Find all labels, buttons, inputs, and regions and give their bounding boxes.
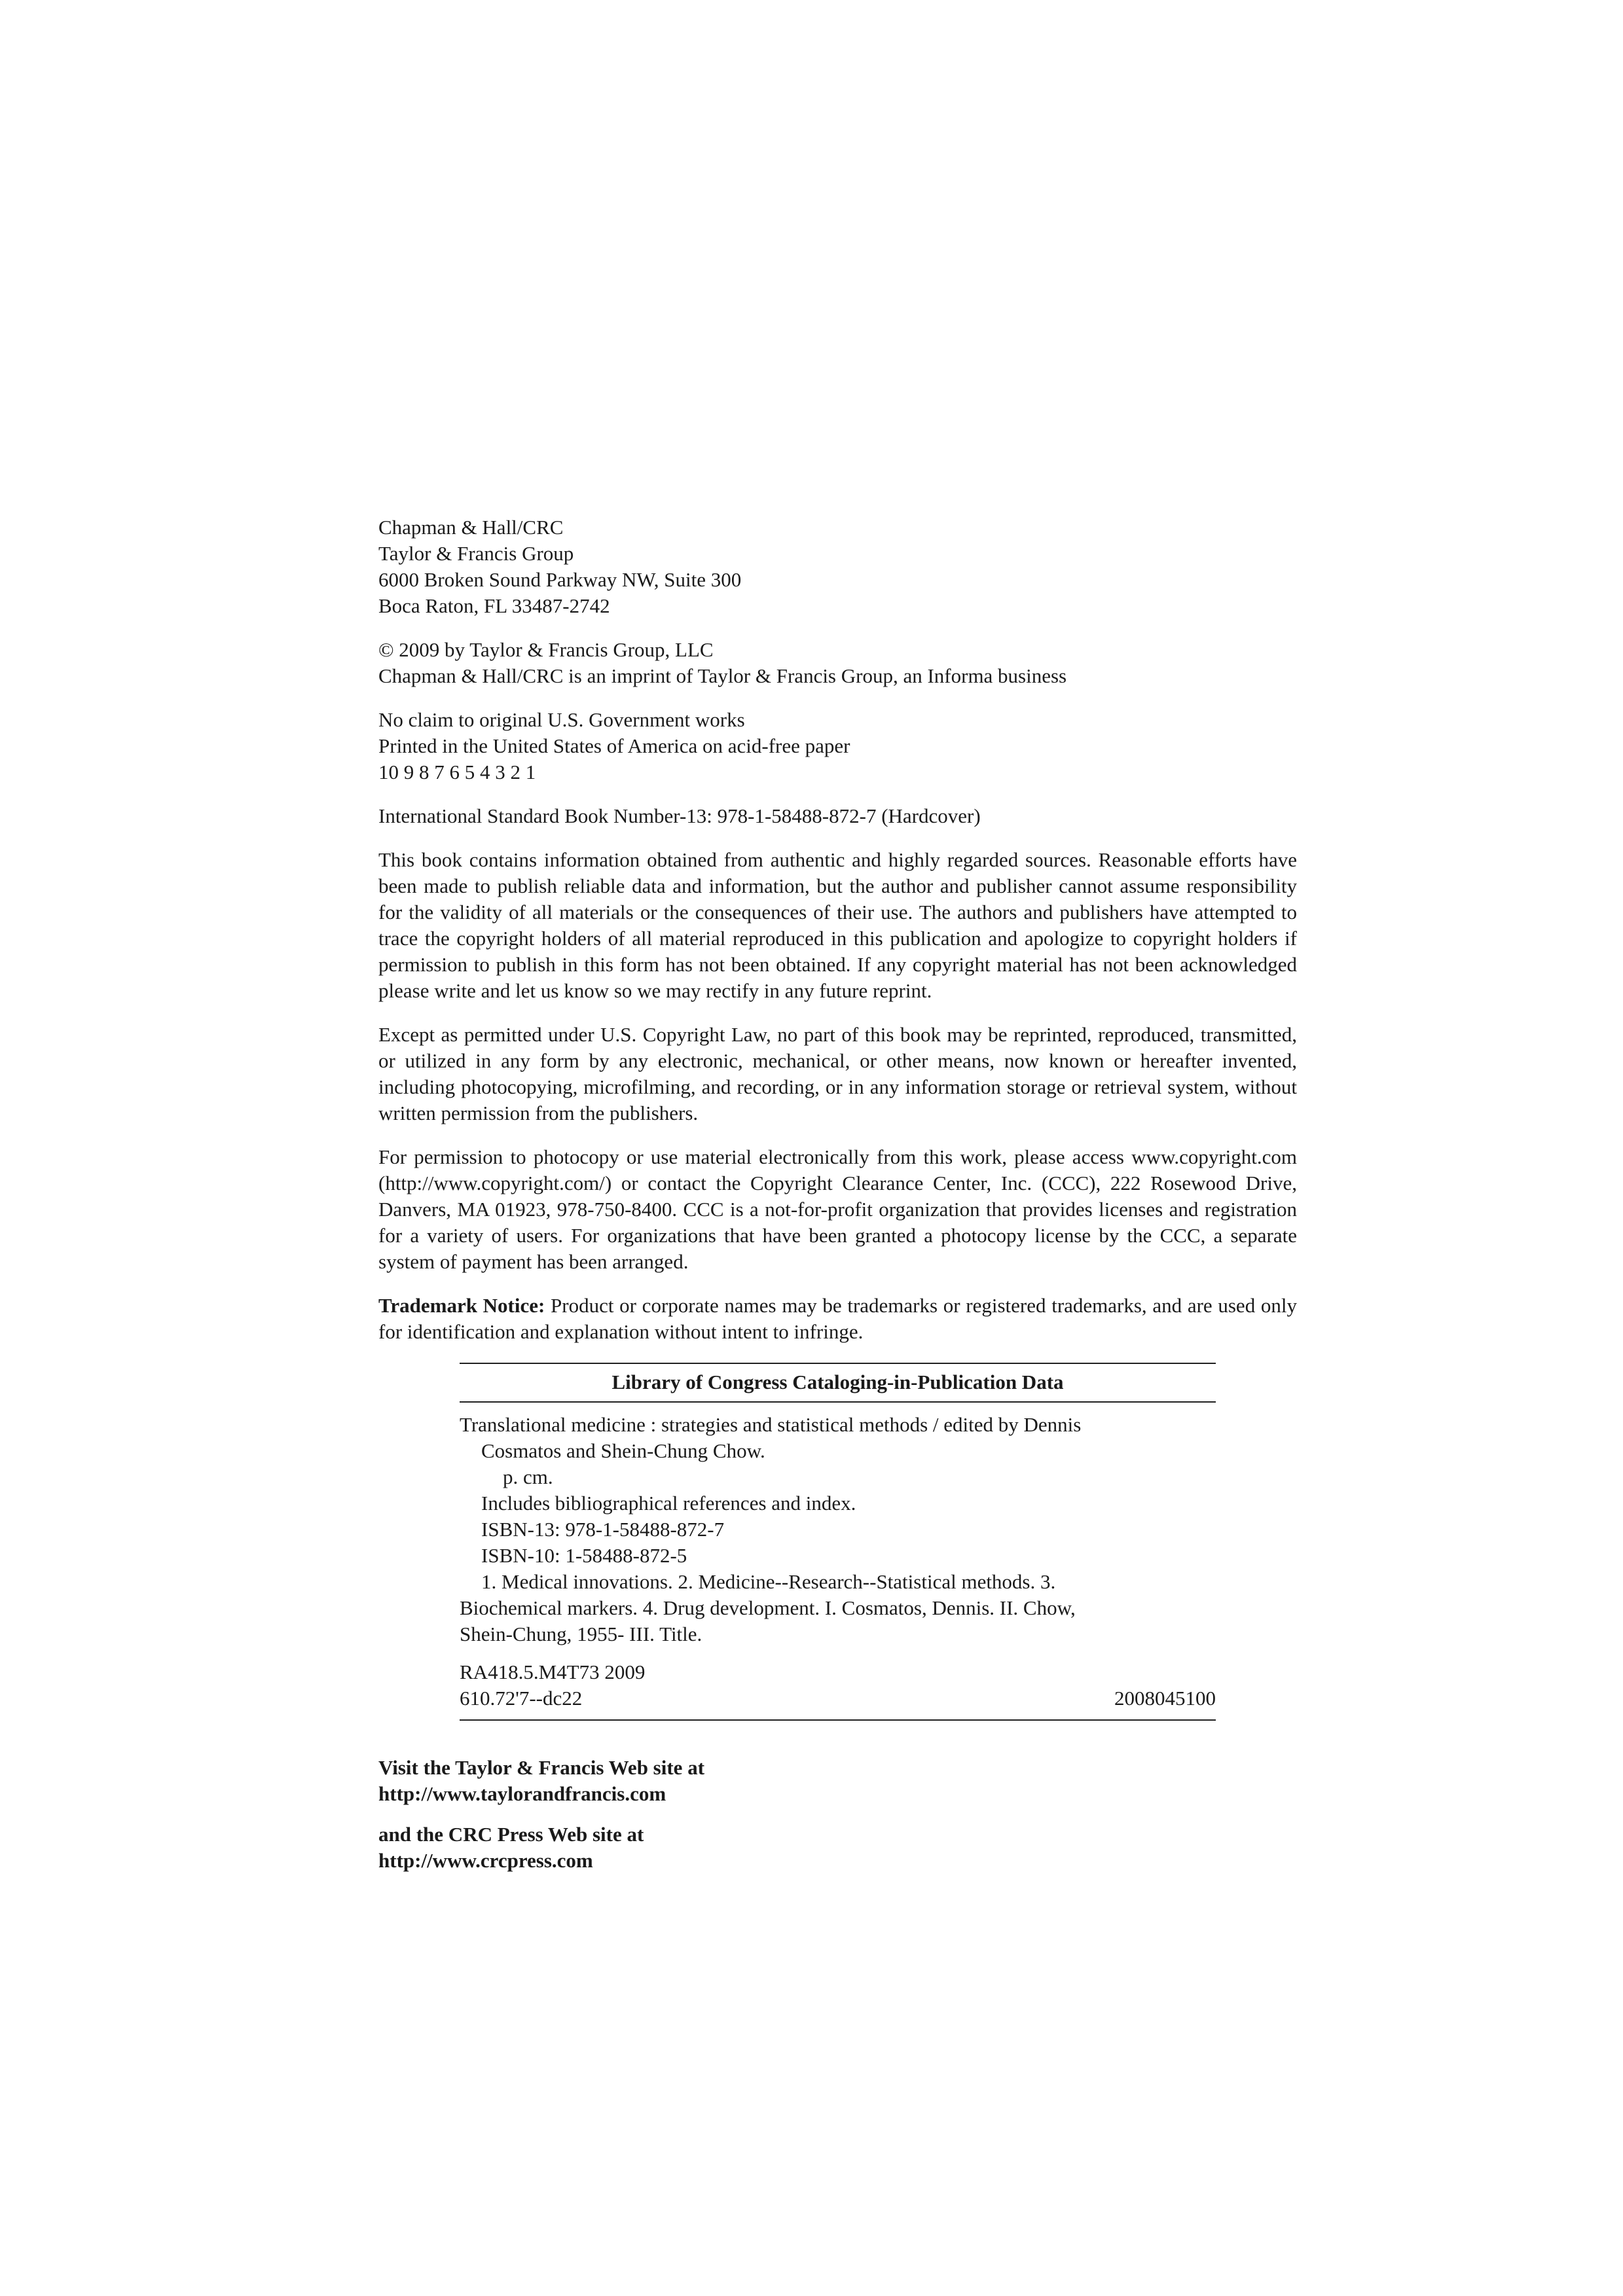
permission-paragraph: For permission to photocopy or use material electronically from this work, please access www.copyright.com (http://www.copyright.com/) or contact the Copyright Clearance Center, Inc. (CCC), 222 Rosewood Drive, Danvers, MA 01923, 978-750-8400. CCC is a not-for-profit organization that provides licenses and registration for a variety of users. For organizations that have been granted a photocopy license by the CCC, a separate system of payment has been arranged. <box>378 1145 1297 1273</box>
cip-dewey: 610.72'7--dc22 <box>460 1687 583 1710</box>
cip-isbn10: ISBN-10: 1-58488-872-5 <box>481 1544 687 1567</box>
trademark-label: Trademark Notice: <box>378 1294 545 1317</box>
imprint-line: Chapman & Hall/CRC is an imprint of Taylor & Francis Group, an Informa business <box>378 664 1067 687</box>
cip-class-row <box>460 1685 1216 1712</box>
cip-lc-class: RA418.5.M4T73 2009 <box>460 1660 646 1683</box>
publisher-address <box>378 514 1297 619</box>
disclaimer-paragraph: This book contains information obtained from authentic and highly regarded sources. Reasonable efforts have been made to publish reliable data and information, but the author and publisher cannot assume responsibility for the validity of all materials or the consequences of their use. The authors and publishers have attempted to trace the copyright holders of all material reproduced in this publication and apologize to copyright holders if permission to publish in this form has not been obtained. If any copyright material has not been acknowledged please write and let us know so we may rectify in any future reprint. <box>378 848 1297 1002</box>
publisher-group: Taylor & Francis Group <box>378 542 574 565</box>
trademark-paragraph <box>378 1293 1297 1345</box>
isbn-line: International Standard Book Number-13: 978-1-58488-872-7 (Hardcover) <box>378 804 981 827</box>
cip-header: Library of Congress Cataloging-in-Publication Data <box>460 1364 1216 1403</box>
printed-in-line: Printed in the United States of America on acid-free paper <box>378 734 850 757</box>
trademark-text: Product or corporate names may be trademarks or registered trademarks, and are used only for identification and explanation without intent to infringe. <box>378 1294 1298 1343</box>
crc-web-site <box>378 1821 1297 1874</box>
cip-title-line1: Translational medicine : strategies and statistical methods / edited by Dennis <box>460 1413 1082 1436</box>
cip-spacer <box>460 1647 1216 1659</box>
cip-pcm: p. cm. <box>503 1465 553 1488</box>
cip-isbn13: ISBN-13: 978-1-58488-872-7 <box>481 1518 725 1541</box>
tf-web-site <box>378 1755 1297 1807</box>
publisher-address-line2: Boca Raton, FL 33487-2742 <box>378 594 610 617</box>
cip-subjects-line1: 1. Medical innovations. 2. Medicine--Research--Statistical methods. 3. <box>481 1570 1056 1593</box>
cip-block <box>460 1363 1216 1721</box>
printing-info <box>378 707 1297 785</box>
cip-lccn: 2008045100 <box>1114 1687 1216 1710</box>
copyright-page <box>378 514 1297 1888</box>
printing-number-line: 10 9 8 7 6 5 4 3 2 1 <box>378 761 536 783</box>
cip-includes: Includes bibliographical references and index. <box>481 1492 856 1515</box>
cip-subjects-line2: Biochemical markers. 4. Drug development. I. Cosmatos, Dennis. II. Chow, <box>460 1596 1076 1619</box>
cip-body <box>460 1403 1216 1719</box>
tf-web-url: http://www.taylorandfrancis.com <box>378 1782 666 1805</box>
publisher-name: Chapman & Hall/CRC <box>378 516 564 539</box>
crc-web-url: http://www.crcpress.com <box>378 1849 593 1872</box>
isbn-statement <box>378 803 1297 829</box>
government-works-line: No claim to original U.S. Government works <box>378 708 745 731</box>
publisher-address-line1: 6000 Broken Sound Parkway NW, Suite 300 <box>378 568 742 591</box>
copyright-notice <box>378 637 1297 689</box>
cip-title-line2: Cosmatos and Shein-Chung Chow. <box>481 1439 765 1462</box>
copyright-line: © 2009 by Taylor & Francis Group, LLC <box>378 638 714 661</box>
cip-subjects-line3: Shein-Chung, 1955- III. Title. <box>460 1623 702 1645</box>
crc-web-label: and the CRC Press Web site at <box>378 1823 644 1846</box>
web-sites <box>378 1755 1297 1874</box>
tf-web-label: Visit the Taylor & Francis Web site at <box>378 1756 705 1779</box>
copyright-law-paragraph: Except as permitted under U.S. Copyright Law, no part of this book may be reprinted, reproduced, transmitted, or utilized in any form by any electronic, mechanical, or other means, now known or hereafter invented, including photocopying, microfilming, and recording, or in any information storage or retrieval system, without written permission from the publishers. <box>378 1023 1297 1124</box>
